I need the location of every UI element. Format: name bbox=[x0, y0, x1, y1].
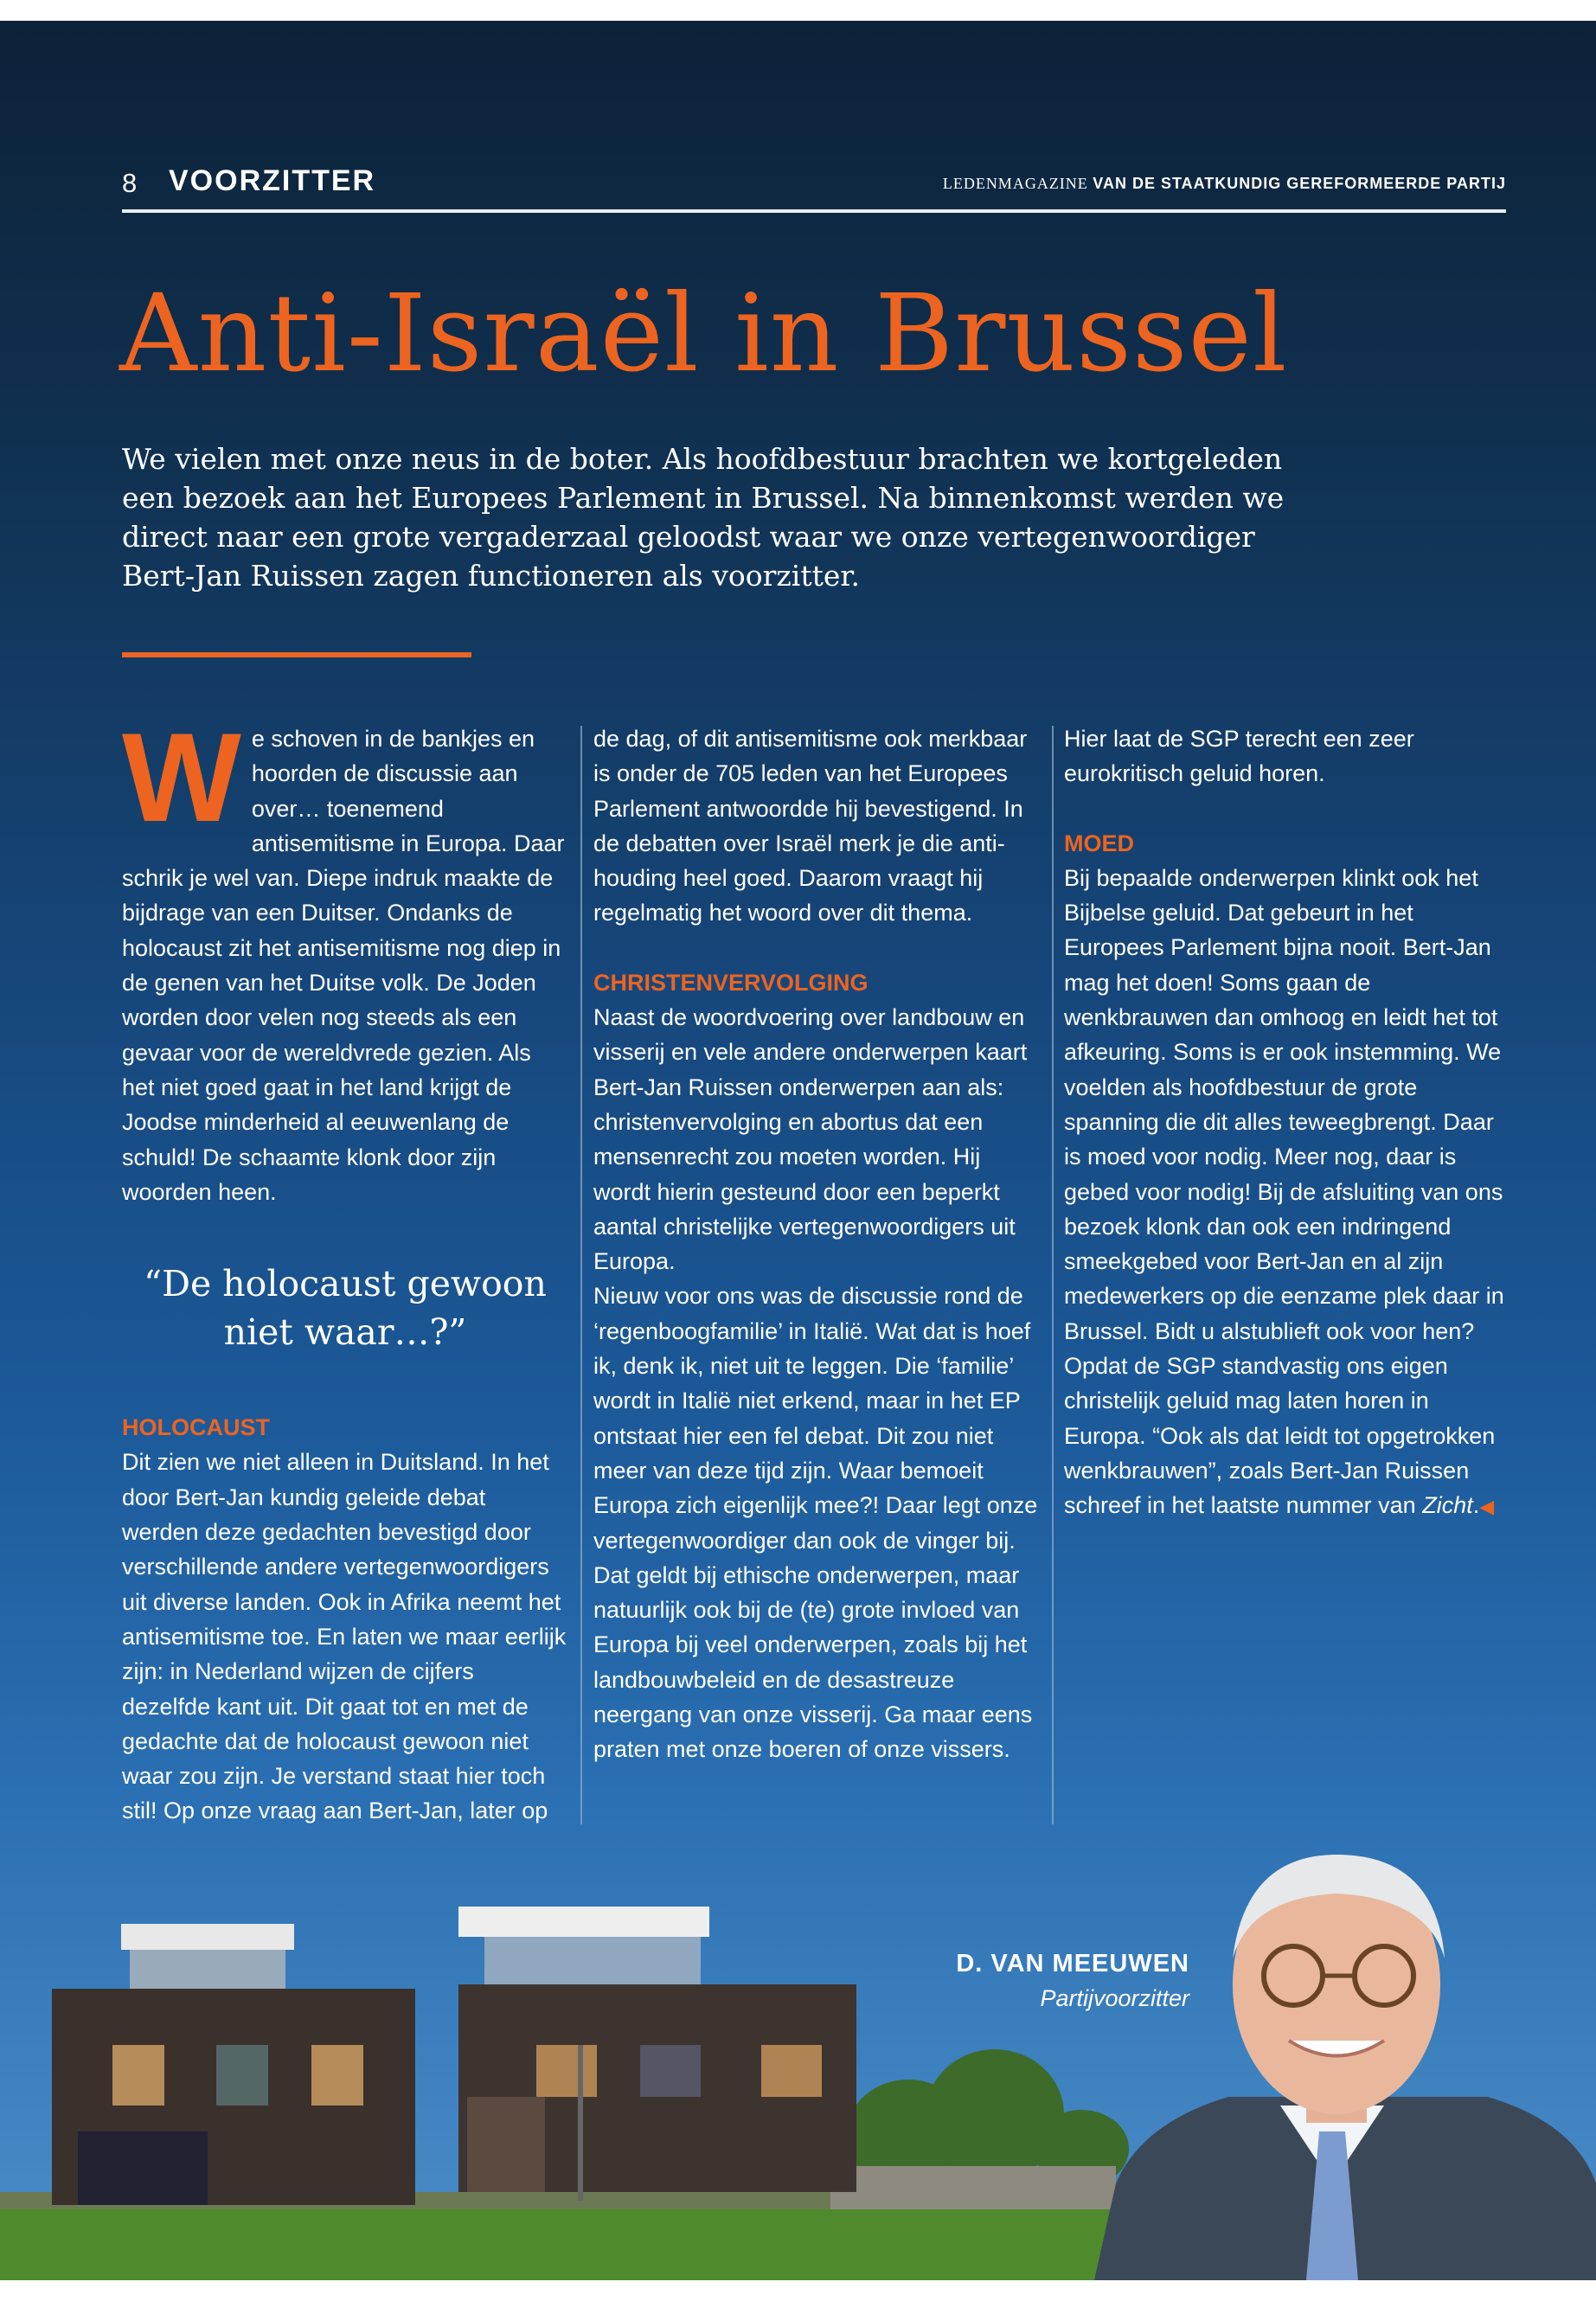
column-3 bbox=[1064, 721, 1510, 1525]
pull-quote: “De holocaust gewoon niet waar…?” bbox=[144, 1263, 547, 1354]
photo-scene bbox=[0, 1820, 1596, 2280]
building-left bbox=[52, 1924, 415, 2205]
column-1 bbox=[122, 707, 568, 1829]
column-2 bbox=[593, 721, 1040, 1767]
heading-christenvervolging: CHRISTENVERVOLGING bbox=[593, 969, 869, 996]
magazine-prefix: LEDENMAGAZINE bbox=[942, 175, 1088, 192]
page-number: 8 bbox=[122, 168, 138, 198]
building-right bbox=[458, 1907, 856, 2192]
stone-wall bbox=[830, 2166, 1116, 2209]
magazine-page bbox=[0, 21, 1596, 2280]
author-block bbox=[956, 1950, 1189, 2012]
paragraph-text: Nieuw voor ons was de discussie rond de ‘regenboogfamilie’ in Italië. Wat dat is hoef ik, denk ik, niet uit te leggen. Die ‘familie’ wordt in Italië niet erkend, maar in het EP ontstaat hier een fel debat. Dit zou niet meer van deze tijd zijn. Waar bemoeit Europa zich eigenlijk mee?! Daar legt onze vertegenwoordiger dan ook de vinger bij. Dat geldt bij ethische onderwerpen, maar natuurlijk ook bij de (te) grote invloed van Europa bij veel onderwerpen, zoals bij het landbouwbeleid en de desastreuze neergang van onze visserij. Ga maar eens praten met onze boeren of onze vissers. bbox=[593, 1283, 1038, 1763]
magazine-name bbox=[943, 175, 1506, 193]
paragraph-holocaust: Dit zien we niet alleen in Duitsland. In het door Bert-Jan kundig geleide debat werden deze gedachten bevestigd door verschillende andere vertegenwoordigers uit diverse landen. Ook in Afrika neemt het antisemitisme toe. En laten we maar eerlijk zijn: in Nederland wijzen de cijfers dezelfde kant uit. Dit gaat tot en met de gedachte dat de holocaust gewoon niet waar zou zijn. Je verstand staat hier toch stil! Op onze vraag aan Bert-Jan, later op bbox=[122, 1449, 567, 1824]
magazine-party: VAN DE STAATKUNDIG GEREFORMEERDE PARTIJ bbox=[1093, 175, 1506, 192]
author-name: D. VAN MEEUWEN bbox=[956, 1950, 1189, 1977]
section-label: VOORZITTER bbox=[169, 164, 376, 197]
title-rule bbox=[122, 652, 471, 657]
paragraph-text: Naast de woordvoering over landbouw en visserij en vele andere onderwerpen kaart Bert-Jan Ruissen onderwerpen aan als: christenvervolging en abortus dat een mensenrecht zou moeten worden. Hij wordt hierin gesteund door een beperkt aantal christelijke vertegenwoordigers uit Europa. bbox=[593, 1004, 1028, 1275]
column-divider bbox=[580, 726, 582, 1824]
lamp-post bbox=[578, 2045, 583, 2201]
magazine-reference: Zicht bbox=[1422, 1492, 1473, 1519]
paragraph-text: Bij bepaalde onderwerpen klinkt ook het Bijbelse geluid. Dat gebeurt in het Europees Parlement bijna nooit. Bert-Jan mag het doen! Soms gaan de wenkbrauwen dan omhoog en leidt het tot afkeuring. Soms is er ook instemming. We voelden als hoofdbestuur de grote spanning die dit alles teweegbrengt. Daar is moed voor nodig. Meer nog, daar is gebed voor nodig! Bij de afsluiting van ons bezoek klonk dan ook een indringend smeekgebed voor Bert-Jan en al zijn medewerkers op die eenzame plek daar in Brussel. Bidt u alstublieft ook voor hen? Opdat de SGP standvastig ons eigen christelijk geluid mag laten horen in Europa. “Ook als dat leidt tot opgetrokken wenkbrauwen”, zoals Bert-Jan Ruissen schreef in het laatste nummer van bbox=[1064, 864, 1504, 1519]
paragraph-moed bbox=[1064, 861, 1510, 1525]
article-title: Anti-Israël in Brussel bbox=[119, 272, 1288, 396]
paragraph-opening bbox=[122, 707, 568, 1209]
page-header bbox=[122, 149, 1506, 213]
paragraph-text: Hier laat de SGP terecht een zeer eurokritisch geluid horen. bbox=[1064, 726, 1414, 787]
drop-cap: W bbox=[122, 707, 241, 848]
paragraph-text: de dag, of dit antisemitisme ook merkbaar is onder de 705 leden van het Europees Parlement antwoordde hij bevestigend. In de debatten over Israël merk je die anti-houding heel goed. Daarom vraagt hij regelmatig het woord over dit thema. bbox=[593, 726, 1028, 926]
author-role: Partijvoorzitter bbox=[1040, 1985, 1189, 2011]
heading-moed: MOED bbox=[1064, 830, 1134, 856]
article-intro: We vielen met onze neus in de boter. Als hoofdbestuur brachten we kortgeleden een bezoek aan het Europees Parlement in Brussel. Na binnenkomst werden we direct naar een grote vergaderzaal geloodst waar we onze vertegenwoordiger Bert-Jan Ruissen zagen functioneren als voorzitter. bbox=[122, 442, 1285, 593]
paragraph-text: e schoven in de bankjes en hoorden de discussie aan over… toenemend antisemitisme in Europa. Daar schrik je wel van. Diepe indruk maakte de bijdrage van een Duitser. Ondanks de holocaust zit het antisemitisme nog diep in de genen van het Duitse volk. De Joden worden door velen nog steeds als een gevaar voor de wereldvrede gezien. Als het niet goed gaat in het land krijgt de Joodse minderheid al eeuwenlang de schuld! De schaamte klonk door zijn woorden heen. bbox=[122, 726, 565, 1205]
sentence-end: . bbox=[1472, 1492, 1480, 1519]
heading-holocaust: HOLOCAUST bbox=[122, 1414, 270, 1441]
column-divider bbox=[1052, 726, 1054, 1824]
portrait bbox=[1094, 1855, 1596, 2280]
end-mark-icon: ◀ bbox=[1479, 1496, 1495, 1518]
